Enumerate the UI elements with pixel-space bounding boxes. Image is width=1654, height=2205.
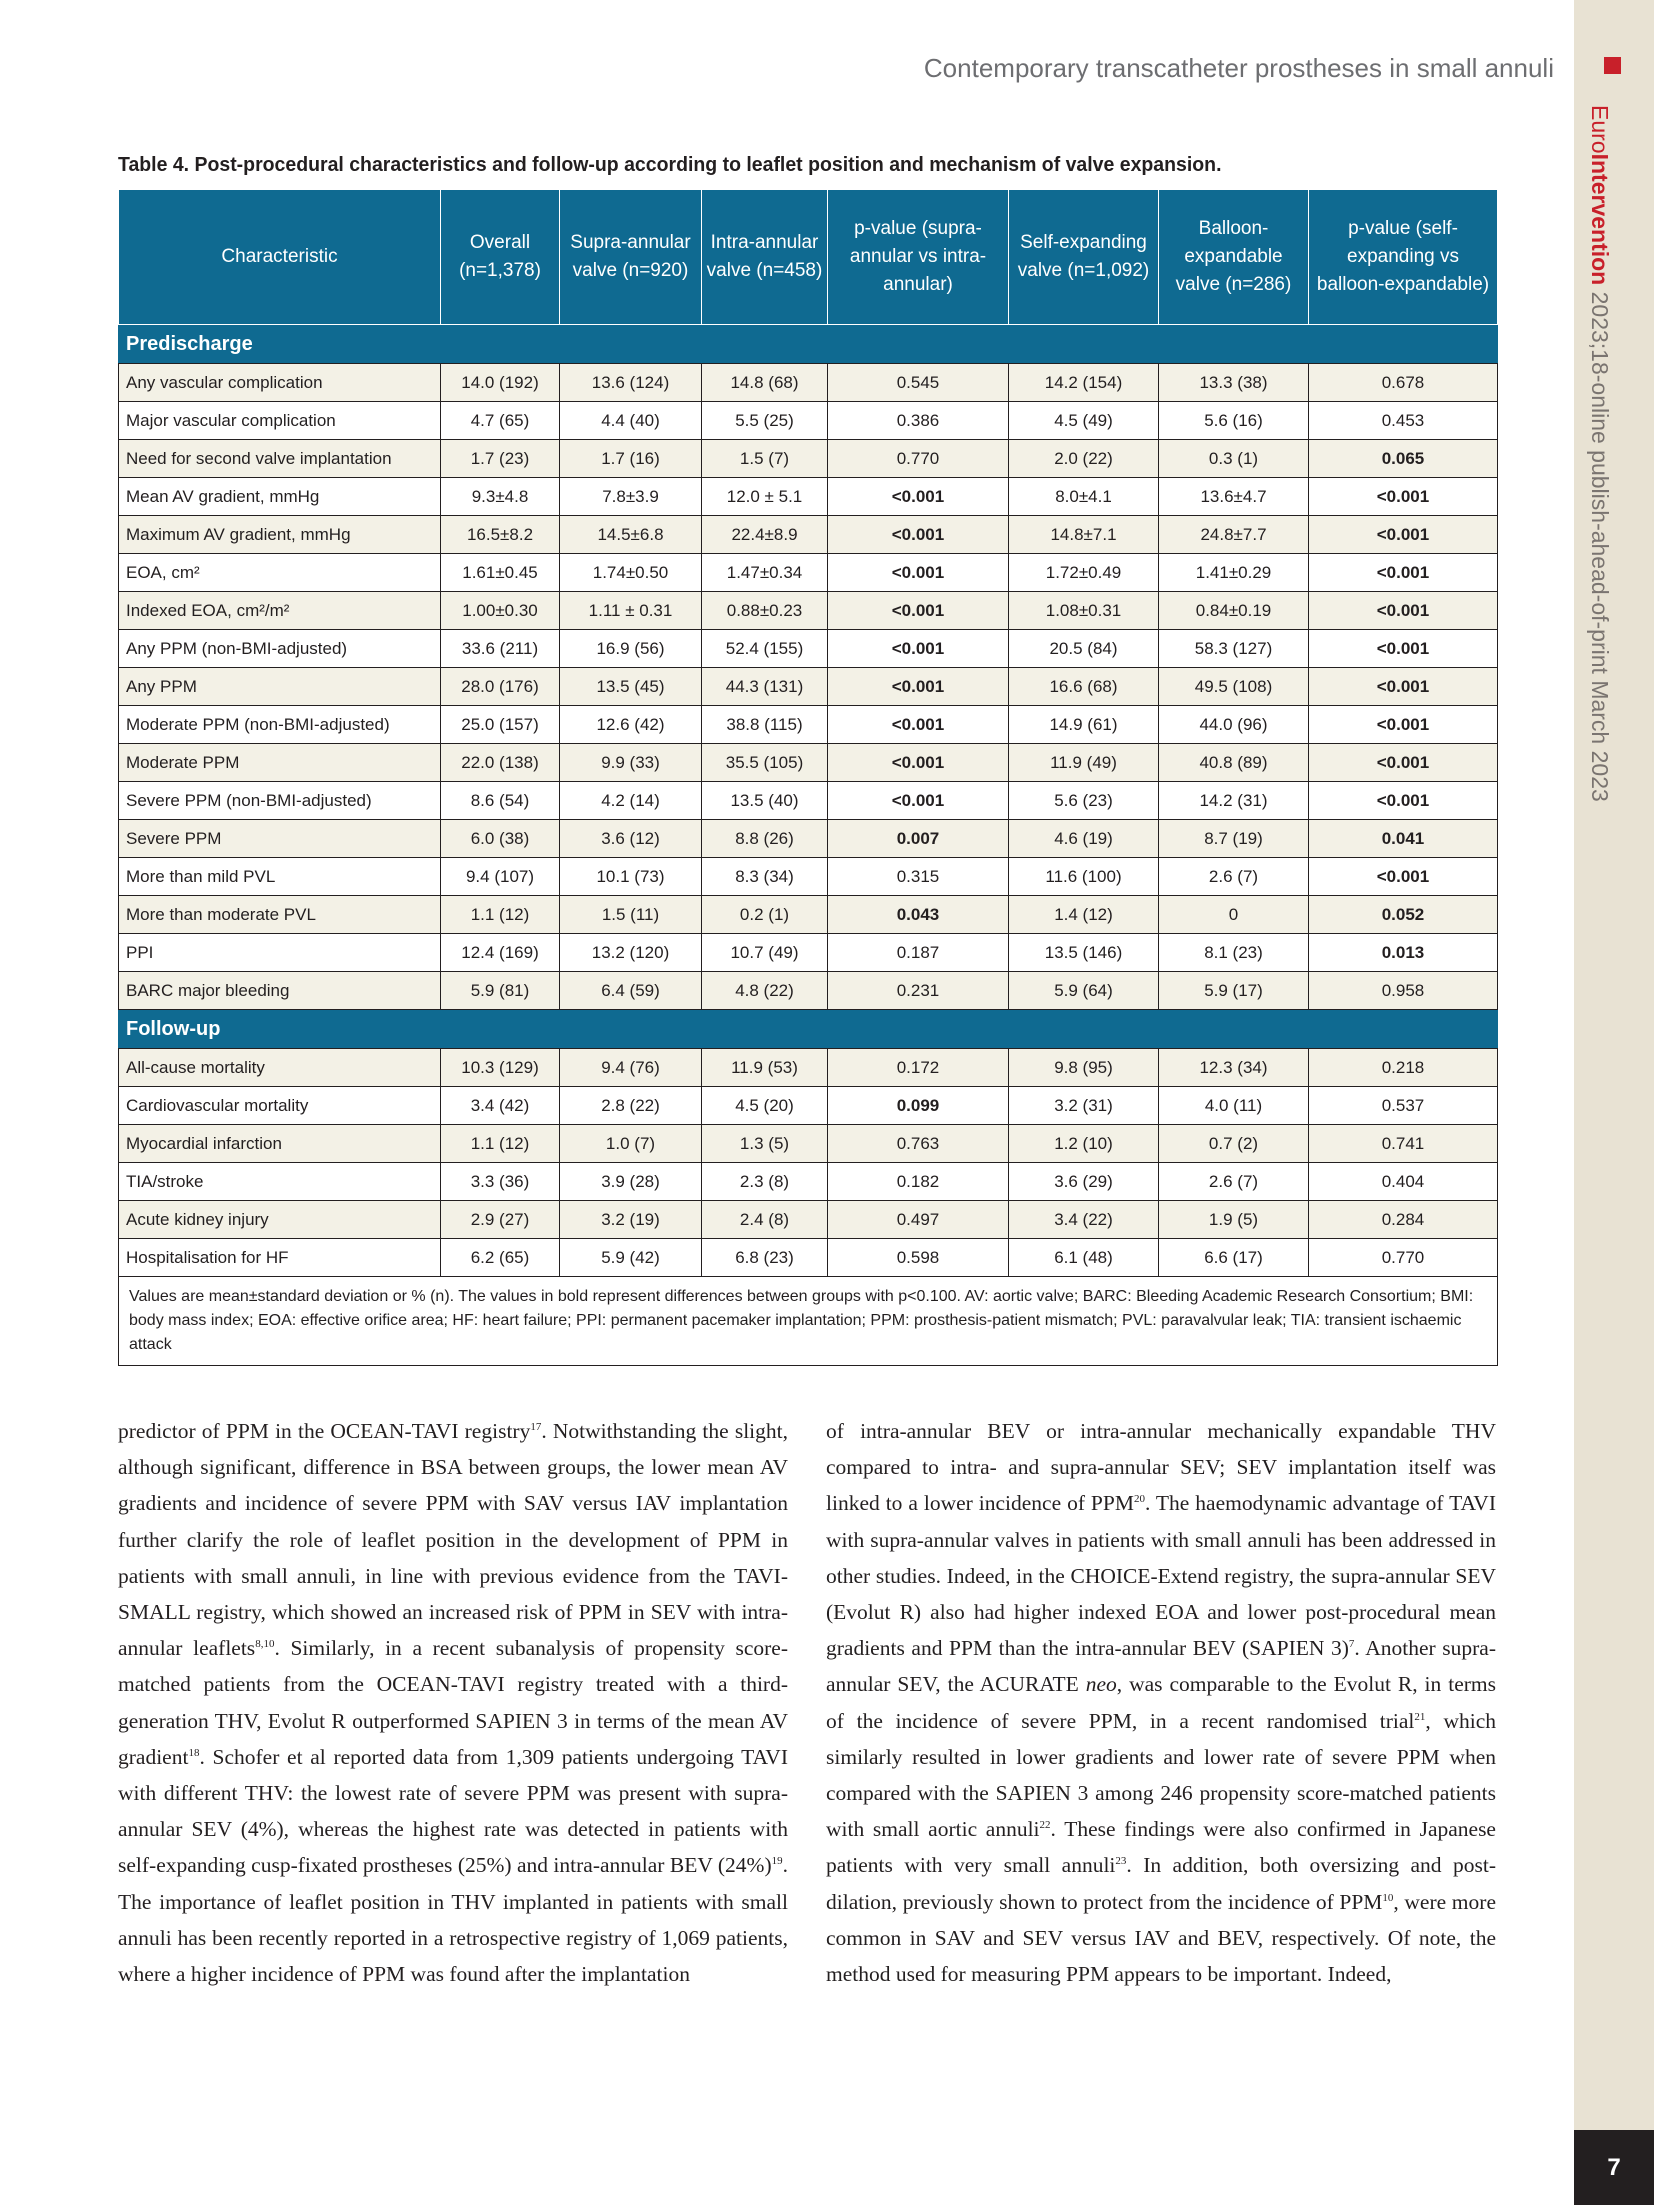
table-cell: 2.3 (8)	[702, 1163, 828, 1201]
table-header-row	[119, 190, 1498, 325]
column-header: Intra-annular valve (n=458)	[702, 190, 828, 325]
table-cell: 3.2 (19)	[560, 1201, 702, 1239]
table-row	[119, 592, 1498, 630]
table-cell: 1.00±0.30	[441, 592, 560, 630]
table-cell: 4.5 (49)	[1009, 402, 1159, 440]
table-cell: 14.0 (192)	[441, 364, 560, 402]
table-cell: <0.001	[1309, 706, 1498, 744]
table-cell: 1.9 (5)	[1159, 1201, 1309, 1239]
table-row	[119, 364, 1498, 402]
table-cell: 1.74±0.50	[560, 554, 702, 592]
table-cell: 0.741	[1309, 1125, 1498, 1163]
column-header: Self-expanding valve (n=1,092)	[1009, 190, 1159, 325]
row-label: Acute kidney injury	[119, 1201, 441, 1239]
table-cell: 0.958	[1309, 972, 1498, 1010]
table-cell: 4.2 (14)	[560, 782, 702, 820]
row-label: Any PPM (non-BMI-adjusted)	[119, 630, 441, 668]
row-label: Moderate PPM	[119, 744, 441, 782]
row-label: Mean AV gradient, mmHg	[119, 478, 441, 516]
table-row	[119, 630, 1498, 668]
body-paragraph: predictor of PPM in the OCEAN-TAVI registry$^{17}$. Notwithstanding the slight, although significant, difference in BSA between groups, the lower mean AV gradients and incidence of severe PPM with SAV versus IAV implantation further clarify the role of leaflet position in the development of PPM in patients with small annuli, in line with previous evidence from the TAVI-SMALL registry, which showed an increased risk of PPM in SEV with intra-annular leaflets$^{8,10}$. Similarly, in a recent subanalysis of propensity score-matched patients from the OCEAN-TAVI registry treated with a third-generation THV, Evolut R outperformed SAPIEN 3 in terms of the mean AV gradient$^{18}$. Schofer et al reported data from 1,309 patients undergoing TAVI with different THV: the lowest rate of severe PPM was present with supra-annular SEV (4%), whereas the highest rate was detected in patients with self-expanding cusp-fixated prostheses (25%) and intra-annular BEV $(24\%)^{19}$. The importance of leaflet position in THV implanted in patients with small annuli has been recently reported in a retrospective registry of 1,069 patients, where a higher incidence of PPM was found after the implantation	[118, 1419, 788, 1987]
table-cell: 3.4 (42)	[441, 1087, 560, 1125]
table-cell: 28.0 (176)	[441, 668, 560, 706]
table-row	[119, 440, 1498, 478]
table-cell: <0.001	[828, 516, 1009, 554]
table-cell: 35.5 (105)	[702, 744, 828, 782]
table-cell: <0.001	[1309, 744, 1498, 782]
table-cell: 0.231	[828, 972, 1009, 1010]
table-cell: <0.001	[828, 478, 1009, 516]
table-cell: 0.763	[828, 1125, 1009, 1163]
journal-citation: EuroIntervention 2023;18-online publish-ahead-of-print March 2023	[1587, 105, 1613, 802]
table-cell: 2.8 (22)	[560, 1087, 702, 1125]
table-cell: 1.08±0.31	[1009, 592, 1159, 630]
table-row	[119, 972, 1498, 1010]
table-cell: 0.404	[1309, 1163, 1498, 1201]
table-cell: 2.6 (7)	[1159, 858, 1309, 896]
section-title: Predischarge	[119, 325, 1498, 364]
table-cell: 8.1 (23)	[1159, 934, 1309, 972]
table-cell: 6.8 (23)	[702, 1239, 828, 1277]
table-cell: 13.5 (45)	[560, 668, 702, 706]
table-cell: 12.6 (42)	[560, 706, 702, 744]
row-label: TIA/stroke	[119, 1163, 441, 1201]
table-cell: 14.2 (31)	[1159, 782, 1309, 820]
table-cell: <0.001	[1309, 592, 1498, 630]
table-cell: 8.6 (54)	[441, 782, 560, 820]
table-footnote: Values are mean±standard deviation or % (n). The values in bold represent differences between groups with p<0.100. AV: aortic valve; BARC: Bleeding Academic Research Consortium; BMI: body mass index; EOA: effective orifice area; HF: heart failure; PPI: permanent pacemaker implantation; PPM: prosthesis-patient mismatch; PVL: paravalvular leak; TIA: transient ischaemic attack	[119, 1277, 1498, 1366]
table-cell: 14.8 (68)	[702, 364, 828, 402]
table-cell: 4.8 (22)	[702, 972, 828, 1010]
table-cell: 5.9 (17)	[1159, 972, 1309, 1010]
table-cell: 1.11 ± 0.31	[560, 592, 702, 630]
table-cell: 5.6 (16)	[1159, 402, 1309, 440]
table-cell: 0.2 (1)	[702, 896, 828, 934]
table-cell: 9.4 (107)	[441, 858, 560, 896]
table-cell: 0.099	[828, 1087, 1009, 1125]
table-cell: 8.0±4.1	[1009, 478, 1159, 516]
table-cell: 12.4 (169)	[441, 934, 560, 972]
table-cell: 0.043	[828, 896, 1009, 934]
table-cell: 44.0 (96)	[1159, 706, 1309, 744]
table-row	[119, 820, 1498, 858]
row-label: Hospitalisation for HF	[119, 1239, 441, 1277]
table-cell: 10.1 (73)	[560, 858, 702, 896]
table-cell: 8.3 (34)	[702, 858, 828, 896]
table-cell: 25.0 (157)	[441, 706, 560, 744]
table-cell: 3.6 (29)	[1009, 1163, 1159, 1201]
table-cell: <0.001	[828, 706, 1009, 744]
table-cell: 1.2 (10)	[1009, 1125, 1159, 1163]
table-cell: 13.6±4.7	[1159, 478, 1309, 516]
row-label: Indexed EOA, cm²/m²	[119, 592, 441, 630]
body-paragraph: of intra-annular BEV or intra-annular mechanically expandable THV compared to intra- and supra-annular SEV; SEV implantation itself was linked to a lower incidence of PPM$^{20}$. The haemodynamic advantage of TAVI with supra-annular valves in patients with small annuli has been addressed in other studies. Indeed, in the CHOICE-Extend registry, the supra-annular SEV (Evolut R) also had higher indexed EOA and lower post-procedural mean gradients and PPM than the intra-annular BEV (SAPIEN 3)$^7$. Another supra-annular SEV, the ACURATE neo, was comparable to the Evolut R, in terms of the incidence of severe PPM, in a recent randomised trial$^{21}$, which similarly resulted in lower gradients and lower rate of severe PPM when compared with the SAPIEN 3 among 246 propensity score-matched patients with small aortic annuli$^{22}$. These findings were also confirmed in Japanese patients with very small annuli$^{23}$. In addition, both oversizing and post-dilation, previously shown to protect from the incidence of PPM$^{10}$, were more common in SAV and SEV versus IAV and BEV, respectively. Of note, the method used for measuring PPM appears to be important. Indeed,	[826, 1419, 1496, 1987]
column-header: p-value (supra-annular vs intra-annular)	[828, 190, 1009, 325]
table-cell: 0.545	[828, 364, 1009, 402]
column-header: Overall (n=1,378)	[441, 190, 560, 325]
row-label: Major vascular complication	[119, 402, 441, 440]
table-cell: 13.3 (38)	[1159, 364, 1309, 402]
table-cell: <0.001	[1309, 668, 1498, 706]
table-cell: 0.172	[828, 1049, 1009, 1087]
table-row	[119, 402, 1498, 440]
table-cell: <0.001	[828, 744, 1009, 782]
table-cell: <0.001	[828, 554, 1009, 592]
table-cell: 1.0 (7)	[560, 1125, 702, 1163]
table-cell: 0.84±0.19	[1159, 592, 1309, 630]
table-cell: 22.0 (138)	[441, 744, 560, 782]
table-cell: 12.3 (34)	[1159, 1049, 1309, 1087]
table-cell: 52.4 (155)	[702, 630, 828, 668]
table-row	[119, 1163, 1498, 1201]
page-number: 7	[1574, 2130, 1654, 2205]
table-cell: 10.3 (129)	[441, 1049, 560, 1087]
table-cell: 58.3 (127)	[1159, 630, 1309, 668]
table-row	[119, 858, 1498, 896]
column-header: Supra-annular valve (n=920)	[560, 190, 702, 325]
table-cell: 16.6 (68)	[1009, 668, 1159, 706]
table-cell: 4.0 (11)	[1159, 1087, 1309, 1125]
table-cell: 5.6 (23)	[1009, 782, 1159, 820]
column-header: p-value (self-expanding vs balloon-expandable)	[1309, 190, 1498, 325]
table-row	[119, 1087, 1498, 1125]
table-cell: 7.8±3.9	[560, 478, 702, 516]
table-cell: 1.7 (16)	[560, 440, 702, 478]
table-cell: <0.001	[828, 592, 1009, 630]
table-row	[119, 744, 1498, 782]
row-label: Severe PPM	[119, 820, 441, 858]
table-cell: 11.6 (100)	[1009, 858, 1159, 896]
table-cell: 6.4 (59)	[560, 972, 702, 1010]
table-cell: 0.284	[1309, 1201, 1498, 1239]
table-cell: 1.4 (12)	[1009, 896, 1159, 934]
table-footnote-row	[119, 1277, 1498, 1366]
table-cell: 0.678	[1309, 364, 1498, 402]
table-cell: 3.4 (22)	[1009, 1201, 1159, 1239]
table-cell: 0.386	[828, 402, 1009, 440]
table-cell: 6.0 (38)	[441, 820, 560, 858]
table-cell: 2.0 (22)	[1009, 440, 1159, 478]
table-cell: 6.1 (48)	[1009, 1239, 1159, 1277]
table-cell: 1.1 (12)	[441, 1125, 560, 1163]
table-row	[119, 706, 1498, 744]
column-header: Characteristic	[119, 190, 441, 325]
body-text-right-column	[826, 1413, 1496, 1992]
table-cell: 1.47±0.34	[702, 554, 828, 592]
table-cell: 0.770	[1309, 1239, 1498, 1277]
table-cell: 4.5 (20)	[702, 1087, 828, 1125]
table-cell: 0.052	[1309, 896, 1498, 934]
table-cell: 1.41±0.29	[1159, 554, 1309, 592]
row-label: Cardiovascular mortality	[119, 1087, 441, 1125]
table-cell: 0.7 (2)	[1159, 1125, 1309, 1163]
row-label: More than moderate PVL	[119, 896, 441, 934]
table-cell: 20.5 (84)	[1009, 630, 1159, 668]
row-label: Any vascular complication	[119, 364, 441, 402]
table-cell: 49.5 (108)	[1159, 668, 1309, 706]
table-cell: 44.3 (131)	[702, 668, 828, 706]
table-cell: <0.001	[828, 782, 1009, 820]
table-cell: <0.001	[828, 668, 1009, 706]
table-cell: 11.9 (49)	[1009, 744, 1159, 782]
table-cell: 3.2 (31)	[1009, 1087, 1159, 1125]
table-cell: 1.72±0.49	[1009, 554, 1159, 592]
row-label: Maximum AV gradient, mmHg	[119, 516, 441, 554]
table-row	[119, 934, 1498, 972]
table-cell: 0.537	[1309, 1087, 1498, 1125]
table-cell: 0.013	[1309, 934, 1498, 972]
table-cell: 0.187	[828, 934, 1009, 972]
table-cell: 5.5 (25)	[702, 402, 828, 440]
journal-mark-icon	[1604, 57, 1621, 74]
table-row	[119, 1049, 1498, 1087]
row-label: Need for second valve implantation	[119, 440, 441, 478]
table-cell: 22.4±8.9	[702, 516, 828, 554]
table-cell: 9.8 (95)	[1009, 1049, 1159, 1087]
table-cell: 9.4 (76)	[560, 1049, 702, 1087]
table-cell: 24.8±7.7	[1159, 516, 1309, 554]
row-label: BARC major bleeding	[119, 972, 441, 1010]
row-label: More than mild PVL	[119, 858, 441, 896]
table-row	[119, 478, 1498, 516]
table-cell: 6.6 (17)	[1159, 1239, 1309, 1277]
table-cell: 13.5 (40)	[702, 782, 828, 820]
table-cell: <0.001	[1309, 858, 1498, 896]
table-cell: 1.61±0.45	[441, 554, 560, 592]
table-cell: 5.9 (42)	[560, 1239, 702, 1277]
table-cell: 4.4 (40)	[560, 402, 702, 440]
table-cell: 0.88±0.23	[702, 592, 828, 630]
table-cell: 0.007	[828, 820, 1009, 858]
table-cell: 3.9 (28)	[560, 1163, 702, 1201]
table-cell: <0.001	[828, 630, 1009, 668]
row-label: Severe PPM (non-BMI-adjusted)	[119, 782, 441, 820]
table-cell: 3.6 (12)	[560, 820, 702, 858]
table-cell: 33.6 (211)	[441, 630, 560, 668]
column-header: Balloon-expandable valve (n=286)	[1159, 190, 1309, 325]
table-cell: <0.001	[1309, 554, 1498, 592]
table-cell: 0.218	[1309, 1049, 1498, 1087]
table-cell: 0.598	[828, 1239, 1009, 1277]
table-cell: 9.3±4.8	[441, 478, 560, 516]
table-cell: <0.001	[1309, 630, 1498, 668]
table-row	[119, 554, 1498, 592]
results-table	[118, 189, 1498, 1366]
table-cell: 1.3 (5)	[702, 1125, 828, 1163]
table-cell: 9.9 (33)	[560, 744, 702, 782]
table-cell: 14.2 (154)	[1009, 364, 1159, 402]
table-cell: 2.6 (7)	[1159, 1163, 1309, 1201]
table-cell: 8.8 (26)	[702, 820, 828, 858]
table-cell: 13.6 (124)	[560, 364, 702, 402]
table-cell: 0.182	[828, 1163, 1009, 1201]
table-cell: 10.7 (49)	[702, 934, 828, 972]
table-cell: 1.1 (12)	[441, 896, 560, 934]
table-cell: 1.7 (23)	[441, 440, 560, 478]
table-row	[119, 1125, 1498, 1163]
table-row	[119, 782, 1498, 820]
table-cell: 2.4 (8)	[702, 1201, 828, 1239]
table-cell: 14.8±7.1	[1009, 516, 1159, 554]
row-label: All-cause mortality	[119, 1049, 441, 1087]
table-cell: 6.2 (65)	[441, 1239, 560, 1277]
table-cell: 13.5 (146)	[1009, 934, 1159, 972]
table-row	[119, 516, 1498, 554]
table-cell: 40.8 (89)	[1159, 744, 1309, 782]
table-caption: Table 4. Post-procedural characteristics and follow-up according to leaflet position and mechanism of valve expansion.	[118, 153, 1222, 176]
table-cell: 1.5 (7)	[702, 440, 828, 478]
table-cell: 13.2 (120)	[560, 934, 702, 972]
table-cell: 0.315	[828, 858, 1009, 896]
table-section-header	[119, 325, 1498, 364]
table-cell: 14.5±6.8	[560, 516, 702, 554]
table-cell: 0	[1159, 896, 1309, 934]
table-row	[119, 668, 1498, 706]
table-row	[119, 896, 1498, 934]
table-cell: <0.001	[1309, 516, 1498, 554]
table-cell: 38.8 (115)	[702, 706, 828, 744]
row-label: Any PPM	[119, 668, 441, 706]
row-label: EOA, cm²	[119, 554, 441, 592]
table-cell: <0.001	[1309, 478, 1498, 516]
table-cell: 1.5 (11)	[560, 896, 702, 934]
table-cell: 8.7 (19)	[1159, 820, 1309, 858]
table-cell: 0.041	[1309, 820, 1498, 858]
table-cell: 16.9 (56)	[560, 630, 702, 668]
table-row	[119, 1201, 1498, 1239]
table-cell: 5.9 (64)	[1009, 972, 1159, 1010]
row-label: Moderate PPM (non-BMI-adjusted)	[119, 706, 441, 744]
table-cell: 14.9 (61)	[1009, 706, 1159, 744]
table-cell: 0.065	[1309, 440, 1498, 478]
table-section-header	[119, 1010, 1498, 1049]
table-cell: 4.7 (65)	[441, 402, 560, 440]
table-cell: <0.001	[1309, 782, 1498, 820]
section-title: Follow-up	[119, 1010, 1498, 1049]
table-cell: 2.9 (27)	[441, 1201, 560, 1239]
body-text-left-column	[118, 1413, 788, 1992]
table-cell: 0.497	[828, 1201, 1009, 1239]
row-label: PPI	[119, 934, 441, 972]
row-label: Myocardial infarction	[119, 1125, 441, 1163]
table-cell: 3.3 (36)	[441, 1163, 560, 1201]
table-cell: 11.9 (53)	[702, 1049, 828, 1087]
table-cell: 12.0 ± 5.1	[702, 478, 828, 516]
table-row	[119, 1239, 1498, 1277]
table-cell: 5.9 (81)	[441, 972, 560, 1010]
running-header: Contemporary transcatheter prostheses in small annuli	[923, 53, 1554, 83]
table-cell: 0.3 (1)	[1159, 440, 1309, 478]
table-cell: 0.770	[828, 440, 1009, 478]
table-cell: 16.5±8.2	[441, 516, 560, 554]
table-cell: 4.6 (19)	[1009, 820, 1159, 858]
table-cell: 0.453	[1309, 402, 1498, 440]
